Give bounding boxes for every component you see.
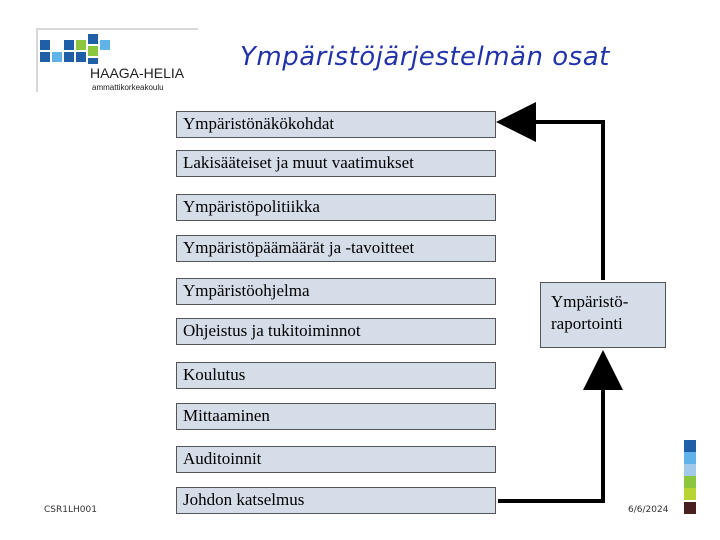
box-auditoinnit: Auditoinnit [176, 446, 496, 473]
deco-square-6 [684, 502, 696, 514]
box-lakisaateiset: Lakisääteiset ja muut vaatimukset [176, 150, 496, 177]
page-title: Ympäristöjärjestelmän osat [240, 42, 610, 72]
logo-subtitle: ammattikorkeakoulu [92, 83, 164, 92]
logo-name: HAAGA-HELIA [90, 65, 185, 81]
box-ymparistonakokohdat: Ympäristönäkökohdat [176, 111, 496, 138]
box-ymparistoohjelma: Ympäristöohjelma [176, 278, 496, 305]
side-box-line1: Ympäristö- [551, 292, 629, 311]
deco-square-5 [684, 488, 696, 500]
footer-code: CSR1LH001 [44, 505, 97, 515]
box-ymparistopolitiikka: Ympäristöpolitiikka [176, 194, 496, 221]
deco-square-2 [684, 452, 696, 464]
box-ohjeistus: Ohjeistus ja tukitoiminnot [176, 318, 496, 345]
box-ymparistoraportointi [540, 282, 666, 348]
footer-date: 6/6/2024 [628, 505, 669, 515]
box-johdon-katselmus: Johdon katselmus [176, 487, 496, 514]
box-paamaarat: Ympäristöpäämäärät ja -tavoitteet [176, 235, 496, 262]
side-box-line2: raportointi [551, 314, 623, 333]
deco-square-4 [684, 476, 696, 488]
box-mittaaminen: Mittaaminen [176, 403, 496, 430]
deco-square-3 [684, 464, 696, 476]
box-koulutus: Koulutus [176, 362, 496, 389]
deco-square-1 [684, 440, 696, 452]
